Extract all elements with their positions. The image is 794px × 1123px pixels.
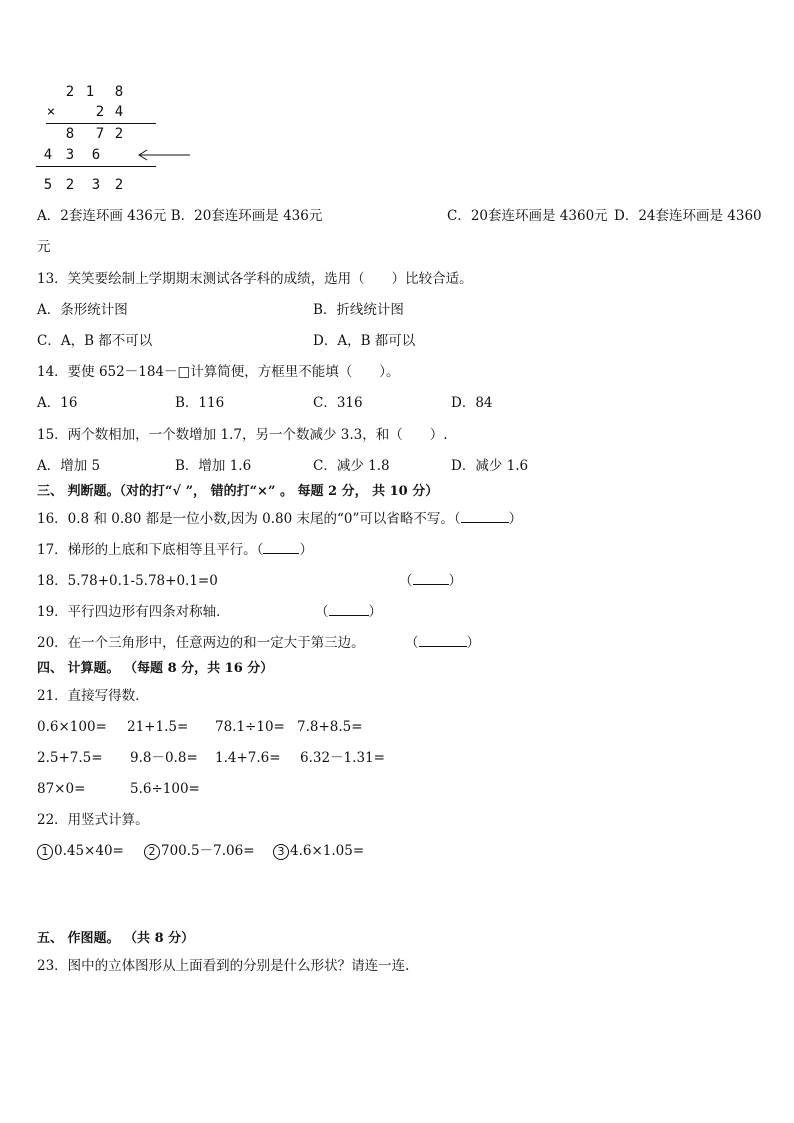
q21-item: 6.32－1.31= [300,750,385,766]
q22-item [273,842,364,860]
q14-option-b: B．116 [175,395,225,411]
q12-option-d-wrap: 元 [37,239,51,255]
digit: 8 [65,126,75,142]
digit: 8 [114,84,124,100]
q21-item: 78.1÷10= [215,719,285,735]
q20-answer [405,634,480,652]
paren-close: ） [299,542,313,558]
q22-item [37,842,124,860]
digit: 2 [65,84,75,100]
q21-item: 7.8+8.5= [297,719,363,735]
q21-item: 9.8－0.8= [130,750,198,766]
section-3-title: 三、 判断题。（对的打“√ ”， 错的打“×” 。 每题 2 分， 共 10 分） [37,484,439,499]
q14-option-d: D．84 [451,395,493,411]
paren-close: ） [508,511,523,527]
q13-option-b: B．折线统计图 [313,302,404,318]
digit: 2 [65,177,75,193]
paren-close: ） [466,635,480,651]
section-5-title: 五、 作图题。 （共 8 分） [37,931,195,946]
times-sign: × [46,104,56,120]
digit: 4 [43,147,53,163]
q21-item: 0.6×100= [37,719,107,735]
section-4-title: 四、 计算题。 （每题 8 分，共 16 分） [37,661,274,676]
digit: 2 [95,104,105,120]
q17 [37,541,313,559]
paren-open: （ [315,604,329,620]
q21-stem: 21．直接写得数． [37,688,149,704]
q15-option-d: D．减少 1.6 [451,458,529,474]
divider-line [46,123,156,124]
q13-option-c: C．A，B 都不可以 [37,333,153,349]
q16-text: 16．0.8 和 0.80 都是一位小数,因为 0.80 末尾的“0”可以省略不写。（ [37,511,461,527]
q19-text: 19．平行四边形有四条对称轴． [37,604,230,620]
q21-item: 2.5+7.5= [37,750,103,766]
digit: 1 [85,84,95,100]
circled-number: 3 [273,844,289,860]
q22-stem: 22．用竖式计算。 [37,812,149,828]
paren-close: ） [368,604,382,620]
q15-option-b: B．增加 1.6 [175,458,252,474]
answer-blank[interactable] [413,572,449,585]
q12-option-d: D．24套连环画是 4360 [614,208,762,224]
q23-stem: 23．图中的立体图形从上面看到的分别是什么形状？请连一连. [37,958,410,974]
circled-number: 2 [144,844,160,860]
q21-item: 87×0= [37,781,86,797]
digit: 2 [114,177,124,193]
q22-expr: 700.5－7.06= [161,843,255,859]
q22-expr: 4.6×1.05= [290,843,365,859]
digit: 2 [114,126,124,142]
q18-text: 18．5.78+0.1-5.78+0.1=0 [37,573,218,589]
q12-option-c: C．20套连环画是 4360元 [447,208,608,224]
q18-answer [399,572,462,590]
q15-option-c: C．减少 1.8 [313,458,390,474]
q21-item: 21+1.5= [127,719,189,735]
answer-blank[interactable] [461,510,509,523]
digit: 4 [114,104,124,120]
paren-close: ） [448,573,462,589]
paren-open: （ [405,635,419,651]
q21-item: 5.6÷100= [130,781,200,797]
q12-option-ab: A．2套连环画 436元 B．20套连环画是 436元 [37,208,323,224]
q13-stem: 13．笑笑要绘制上学期期末测试各学科的成绩，选用（ ）比较合适。 [37,271,473,287]
digit: 3 [65,147,75,163]
arrow-left-icon [136,148,192,162]
q13-option-a: A．条形统计图 [37,302,128,318]
q19-answer [315,603,382,621]
answer-blank[interactable] [263,541,299,554]
q16 [37,510,522,528]
digit: 7 [95,126,105,142]
paren-open: （ [399,573,413,589]
digit: 6 [91,147,101,163]
q22-expr: 0.45×40= [54,843,124,859]
digit: 3 [91,177,101,193]
q15-stem: 15．两个数相加，一个数增加 1.7，另一个数减少 3.3，和（ ）. [37,427,448,443]
digit: 5 [43,177,53,193]
circled-number: 1 [37,844,53,860]
divider-line [36,166,156,167]
q21-item: 1.4+7.6= [215,750,281,766]
answer-blank[interactable] [329,603,369,616]
q14-option-c: C．316 [313,395,363,411]
q14-stem: 14．要使 652－184－□计算简便，方框里不能填（ ）。 [37,364,400,380]
q14-option-a: A．16 [37,395,78,411]
answer-blank[interactable] [419,634,467,647]
q15-option-a: A．增加 5 [37,458,101,474]
q13-option-d: D．A，B 都可以 [313,333,416,349]
q17-text: 17．梯形的上底和下底相等且平行。（ [37,542,264,558]
q20-text: 20．在一个三角形中，任意两边的和一定大于第三边。 [37,635,365,651]
q22-item [144,842,255,860]
